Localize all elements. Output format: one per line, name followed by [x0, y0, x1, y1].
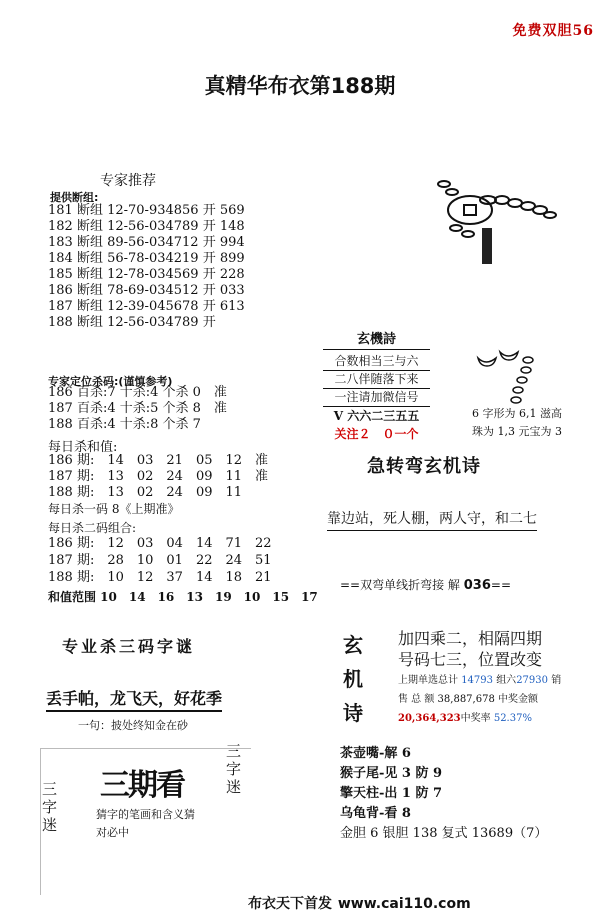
three-period-label: 三期看	[100, 768, 184, 803]
three-char-right: 三字迷	[226, 742, 242, 796]
list-item: 擎天柱-出 1 防 7	[340, 786, 443, 801]
guess-hint	[96, 806, 195, 842]
xuanji-follow: 关注２ ０一个	[334, 427, 419, 441]
xuanji-heading: 玄機詩	[323, 328, 430, 350]
coin-string-illustration	[430, 170, 560, 270]
add-four-block	[398, 628, 542, 670]
six-char-line: 6 字形为 6,1 滋高	[472, 407, 562, 420]
sales-label: 销	[551, 675, 562, 686]
footer-site[interactable]: www.cai110.com	[337, 896, 471, 912]
xuanji-char: 机	[343, 667, 363, 691]
xuanji-poem-box	[323, 328, 430, 443]
list-item: 186 期: 12 03 04 14 71 22	[48, 536, 272, 551]
expert-rows	[48, 203, 245, 331]
list-item: 188 百杀:4 十杀:8 个杀 7	[48, 417, 201, 432]
stats-line-2	[398, 690, 561, 709]
group-six-label: 组六	[496, 675, 517, 686]
top-right-label: 免费双胆56	[512, 23, 594, 39]
kill-three-riddle-heading: 专业杀三码字谜	[62, 637, 196, 656]
list-item: 茶壶嘴-解 6	[340, 746, 411, 761]
expert-subheading: 提供断组:	[50, 191, 99, 204]
rate: 52.37%	[493, 713, 532, 724]
double-bend-answer: 036	[463, 578, 491, 593]
ingot-illustration	[470, 340, 570, 405]
double-bend-text: ==双弯单线折弯接 解	[340, 578, 464, 592]
kill-one-code: 每日杀一码 8《上期准》	[48, 502, 180, 516]
single-total: 14793	[461, 675, 493, 686]
sales-stats	[398, 671, 561, 728]
expert-heading: 专家推荐	[100, 173, 156, 189]
xuanji-line: 二八伴随落下来	[323, 371, 430, 389]
list-item: 188 期: 10 12 37 14 18 21	[48, 570, 272, 585]
list-item: 187 期: 28 10 01 22 24 51	[48, 553, 272, 568]
prize-label: 中奖金额	[498, 694, 538, 705]
list-item: 186 百杀:7 十杀:4 个杀 0 准	[48, 385, 227, 400]
group-six: 27930	[516, 675, 548, 686]
sum-range: 和值范围 10 14 16 13 19 10 15 17	[48, 590, 318, 604]
list-item: 188 断组 12-56-034789 开	[48, 315, 216, 330]
riddle-hint: 一句：披处终知金在砂	[78, 719, 188, 732]
add-four-line: 加四乘二，相隔四期	[398, 629, 543, 648]
xuanji-v-line: V 六六二三五五	[333, 409, 420, 423]
riddle-phrase: 丢手帕，龙飞天，好花季	[46, 686, 222, 712]
list-item: 187 百杀:4 十杀:5 个杀 8 准	[48, 401, 227, 416]
page-title: 真精华布衣第188期	[204, 74, 396, 98]
gold-line: 金胆 6 银胆 138 复式 13689（7）	[340, 826, 548, 841]
list-item: 184 断组 56-78-034219 开 899	[48, 251, 245, 266]
kill-two-rows	[48, 535, 272, 586]
xuanji-vertical	[343, 628, 365, 730]
positional-heading: 专家定位杀码:(谨慎参考)	[48, 375, 173, 388]
sales-total: 38,887,678	[437, 694, 495, 705]
double-bend-tail: ==	[490, 578, 511, 592]
xuanji-char: 诗	[343, 701, 363, 725]
guess-hint-line2: 对必中	[96, 826, 129, 839]
xuanji-line: 一注请加微信号	[323, 389, 430, 407]
prize-total: 20,364,323	[398, 713, 461, 724]
stats-line-1	[398, 671, 561, 690]
pearl-line: 珠为 1,3 元宝为 3	[472, 425, 562, 438]
list-item: 188 期: 13 02 24 09 11	[48, 485, 243, 500]
guess-hint-line: 猜字的笔画和含义猜	[96, 808, 195, 821]
xuanji-line: 合数相当三与六	[323, 353, 430, 371]
list-item: 猴子尾-见 3 防 9	[340, 766, 443, 781]
sharp-turn-title: 急转弯玄机诗	[367, 456, 481, 477]
list-item: 乌龟背-看 8	[340, 806, 411, 821]
add-four-line: 号码七三，位置改变	[398, 650, 543, 669]
lean-station-line: 靠边站，死人棚，两人守，和二七	[327, 508, 537, 531]
rate-label: 中奖率	[460, 713, 491, 724]
kill-two-heading: 每日杀二码组合:	[48, 521, 137, 535]
list-item: 181 断组 12-70-934856 开 569	[48, 203, 245, 218]
list-item: 182 断组 12-56-034789 开 148	[48, 219, 245, 234]
list-item: 186 期: 14 03 21 05 12 准	[48, 453, 269, 468]
tips-list	[340, 744, 547, 844]
stats-line-3	[398, 709, 561, 728]
xuanji-char: 玄	[343, 633, 363, 657]
daily-sum-heading: 每日杀和值:	[48, 440, 118, 455]
daily-sum-rows	[48, 453, 268, 501]
footer	[248, 893, 471, 913]
list-item: 186 断组 78-69-034512 开 033	[48, 283, 245, 298]
six-char-note	[472, 405, 562, 441]
sales-total-label: 售 总 额	[398, 694, 435, 705]
three-char-left: 三字迷	[42, 780, 58, 834]
footer-left: 布衣天下首发	[248, 896, 332, 912]
list-item: 185 断组 12-78-034569 开 228	[48, 267, 245, 282]
double-bend-line	[340, 576, 511, 593]
list-item: 187 期: 13 02 24 09 11 准	[48, 469, 269, 484]
positional-rows	[48, 385, 227, 433]
single-total-label: 上期单选总计	[398, 675, 458, 686]
list-item: 187 断组 12-39-045678 开 613	[48, 299, 245, 314]
list-item: 183 断组 89-56-034712 开 994	[48, 235, 245, 250]
